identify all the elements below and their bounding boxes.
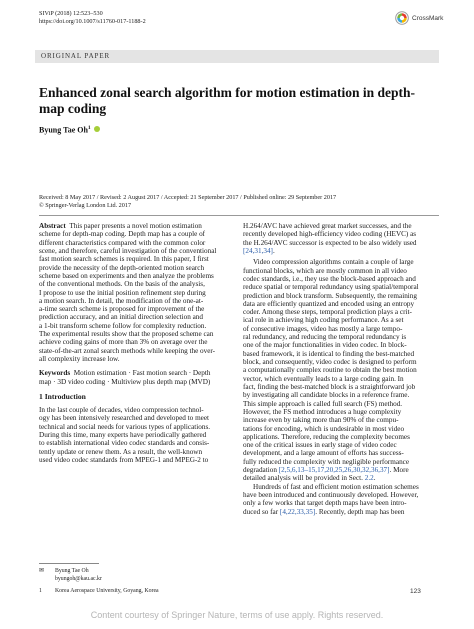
history-dates: Received: 8 May 2017 / Revised: 2 August 2017 / Accepted: 21 September 2017 / Published online: 29 September 2017 xyxy=(39,194,337,201)
text-line: functional blocks, which are mostly common in all video xyxy=(243,266,407,275)
text-line: prediction and block transform. Subsequently, the remaining xyxy=(243,291,417,300)
text-line: However, the FS method introduces a huge complexity xyxy=(243,407,402,416)
abstract-line: a-time search scheme is proposed for improvement of the xyxy=(39,305,205,314)
abstract-line: fast motion search schemes is required. In this paper, I first xyxy=(39,255,209,264)
abstract xyxy=(39,222,235,363)
text-line: a computationally complex routine to obtain the best motion xyxy=(243,366,417,375)
footnotes xyxy=(39,568,235,596)
corresponding-email[interactable]: byungoh@kau.ac.kr xyxy=(55,575,102,582)
left-column xyxy=(39,222,235,464)
abstract-line: scheme based on experiments and then analyze the problems xyxy=(39,271,214,280)
text-line: recently developed high-efficiency video coding (HEVC) as xyxy=(243,230,417,239)
paper-type-banner xyxy=(35,50,439,63)
text-line: tations for encoding, which is undesirable in most video xyxy=(243,424,405,433)
text-line: applications. Therefore, reducing the complexity becomes xyxy=(243,432,410,441)
text-line: fully reduced the complexity with negligible performance xyxy=(243,457,410,466)
text-line: one of the major functionalities in video codec. In block- xyxy=(243,341,407,350)
text-line: Video compression algorithms contain a couple of large xyxy=(253,258,414,267)
corresponding-name: Byung Tae Oh xyxy=(55,568,89,574)
intro-line: tently update or renew them. As a result, the well-known xyxy=(39,447,203,456)
text-line: increase even by taking more than 90% of the compu- xyxy=(243,416,399,425)
abstract-line: a motion search. In detail, the modification of the one-at- xyxy=(39,296,204,305)
affiliation-text: Korea Aerospace University, Goyang, Korea xyxy=(55,588,159,595)
paragraph xyxy=(243,222,439,255)
intro-line: to establish international video codec standards and consis- xyxy=(39,439,210,448)
text-line: H.264/AVC have achieved great market successes, and the xyxy=(243,222,412,230)
text-fragment: . Recently, depth map has been xyxy=(315,507,405,516)
abstract-line: different characteristics compared with the common color xyxy=(39,238,206,247)
abstract-line: of the conventional methods. On the basis of the analysis, xyxy=(39,280,205,289)
abstract-line: scheme for depth-map coding. Depth map has a couple of xyxy=(39,230,206,239)
journal-reference xyxy=(39,10,146,26)
text-line: only a few works that target depth maps have been intro- xyxy=(243,499,407,508)
text-line: ral redundancy, and reducing the temporal redundancy is xyxy=(243,333,407,342)
intro-line: During this time, many experts have periodically gathered xyxy=(39,430,207,439)
paragraph xyxy=(243,483,439,516)
text-line: the H.264/AVC successor is expected to be also widely used xyxy=(243,238,417,247)
author-name[interactable]: Byung Tae Oh xyxy=(39,125,88,135)
keywords xyxy=(39,369,235,386)
abstract-line: achieve coding gains of more than 3% on average over the xyxy=(39,338,208,347)
keywords-label: Keywords xyxy=(39,369,71,378)
abstract-line: state-of-the-art zonal search methods while keeping the over- xyxy=(39,346,216,355)
abstract-line: I propose to use the initial position refinement step during xyxy=(39,288,206,297)
header-divider xyxy=(39,215,439,216)
paper-type-label: ORIGINAL PAPER xyxy=(41,52,111,60)
abstract-line: scene, and therefore, careful investigation of the conventional xyxy=(39,246,217,255)
citation-link[interactable]: [2,5,6,13–15,17,20,25,26,30,32,36,37] xyxy=(278,466,390,475)
text-line: vector, which eventually leads to a large coding gain. In xyxy=(243,374,404,383)
intro-line: technical and social needs for various types of applications. xyxy=(39,422,211,431)
introduction-text xyxy=(39,406,235,464)
doi-link[interactable]: https://doi.org/10.1007/s11760-017-1188-2 xyxy=(39,18,146,25)
text-line: have been introduced and continuously developed. However, xyxy=(243,491,419,499)
citation-link[interactable]: [4,22,33,35] xyxy=(279,507,316,516)
abstract-line: all complexity increase low. xyxy=(39,355,120,363)
abstract-line: The experimental results show that the proposed scheme can xyxy=(39,330,214,339)
text-line: coder. Among these steps, temporal prediction plays a crit- xyxy=(243,308,412,317)
copyright-line: © Springer-Verlag London Ltd. 2017 xyxy=(39,202,132,210)
keywords-line: Motion estimation · Fast motion search · Depth xyxy=(73,369,211,378)
text-line: data are efficiently quantized and encoded using an entropy xyxy=(243,299,415,308)
intro-line: used video codec standards from MPEG-1 and MPEG-2 to xyxy=(39,455,209,464)
crossmark-badge[interactable] xyxy=(395,11,443,25)
text-line: reduce spatial or temporal redundancy using spatial/temporal xyxy=(243,283,419,292)
text-line: ical role in achieving high coding performance. As a set xyxy=(243,316,404,325)
courtesy-watermark: Content courtesy of Springer Nature, terms of use apply. Rights reserved. xyxy=(90,610,384,620)
text-fragment: detailed analysis will be provided in Sect. xyxy=(243,474,365,483)
citation-link[interactable]: [24,31,34] xyxy=(243,246,273,255)
text-line: of consecutive images, video has mostly a large tempo- xyxy=(243,324,403,333)
author-line xyxy=(39,125,100,135)
text-line: Hundreds of fast and efficient motion estimation schemes xyxy=(253,482,419,491)
footnote-divider xyxy=(39,563,99,564)
crossmark-icon xyxy=(395,11,409,25)
text-line: fact, finding the best-matched block is a straightforward job xyxy=(243,382,416,391)
affiliation-note xyxy=(39,588,235,596)
paragraph xyxy=(243,258,439,482)
text-fragment: duced so far xyxy=(243,507,280,516)
envelope-icon: ✉ xyxy=(39,568,44,574)
corresponding-author-note xyxy=(39,568,235,583)
text-line: This simple approach is called full search (FS) method. xyxy=(243,399,403,408)
text-line: by investigating all candidate blocks in a reference frame. xyxy=(243,391,410,400)
author-affiliation-mark: 1 xyxy=(87,125,91,131)
article-dates xyxy=(39,194,439,211)
intro-line: In the last couple of decades, video compression technol- xyxy=(39,405,204,414)
text-line: codec standards, i.e., they use the block-based approach and xyxy=(243,274,416,283)
section-link[interactable]: 2.2 xyxy=(364,474,374,483)
text-line: based framework, it is identical to finding the best-matched xyxy=(243,349,415,358)
orcid-icon[interactable] xyxy=(94,126,100,132)
intro-line: ogy has been intensively researched and developed to meet xyxy=(39,414,210,423)
abstract-line: provide the necessity of the depth-oriented motion search xyxy=(39,263,205,272)
right-column xyxy=(243,222,439,516)
affiliation-mark: 1 xyxy=(39,588,42,595)
abstract-line: prediction accuracy, and an initial direction selection and xyxy=(39,313,203,322)
crossmark-label: CrossMark xyxy=(412,14,444,22)
page-number: 123 xyxy=(410,588,421,595)
text-line: one of the critical issues in early stage of video codec xyxy=(243,441,397,450)
section-heading-introduction: 1 Introduction xyxy=(39,391,86,401)
text-fragment: . More xyxy=(389,466,409,475)
journal-citation: SIViP (2018) 12:523–530 xyxy=(39,10,103,17)
text-fragment: . xyxy=(373,474,376,483)
text-fragment: degradation xyxy=(243,466,279,475)
text-line: development, and a large amount of efforts has success- xyxy=(243,449,404,458)
abstract-label: Abstract xyxy=(39,222,66,230)
text-fragment: . xyxy=(272,246,275,255)
abstract-line: This paper presents a novel motion estimation xyxy=(69,222,202,230)
abstract-line: a 1-bit transform scheme follow for complexity reduction. xyxy=(39,321,207,330)
keywords-line: map · 3D video coding · Multiview plus depth map (MVD) xyxy=(39,377,211,386)
text-line: block, and consequently, video codec is designed to perform xyxy=(243,358,417,366)
article-title: Enhanced zonal search algorithm for motion estimation in depth-map coding xyxy=(39,85,416,116)
